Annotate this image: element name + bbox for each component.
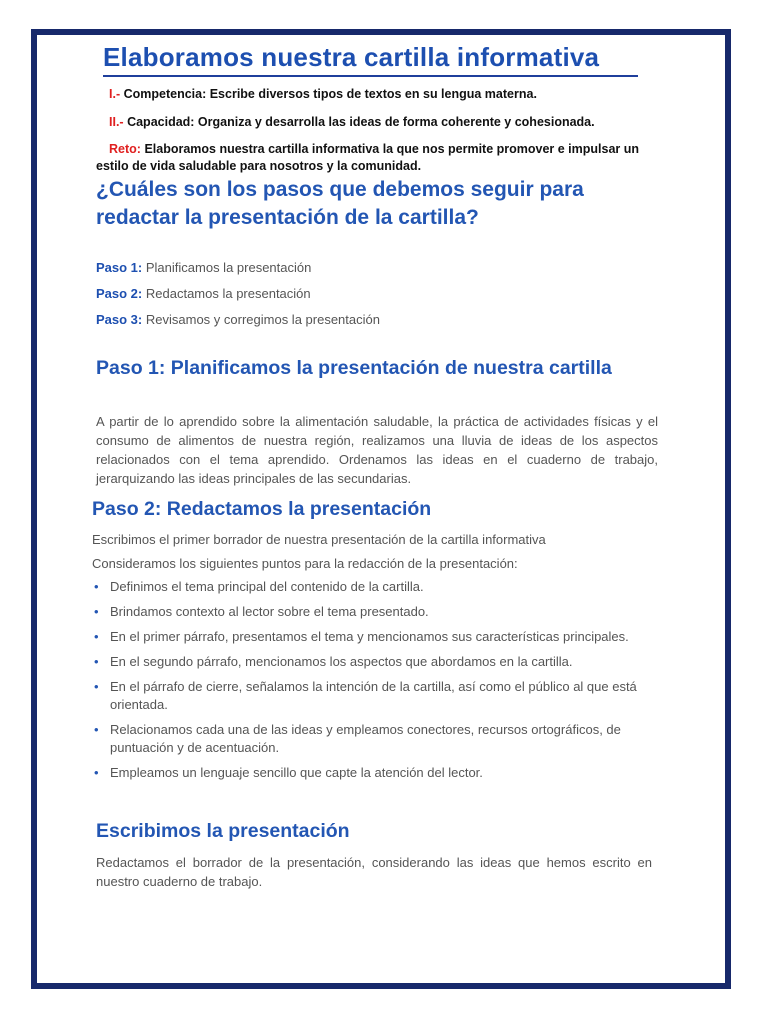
step-item-3 [96,311,380,337]
escribimos-heading: Escribimos la presentación [96,820,350,842]
list-item [92,603,652,621]
reto-line [96,141,656,175]
list-item-text: En el primer párrafo, presentamos el tema y mencionamos sus características principales. [110,629,629,644]
page-title: Elaboramos nuestra cartilla informativa [103,42,600,72]
step-label: Paso 3: [96,312,143,327]
list-item [92,678,652,714]
question-heading: ¿Cuáles son los pasos que debemos seguir para redactar la presentación de la cartilla? [96,178,584,229]
competencia-line [109,86,537,103]
competencia-text: Competencia: Escribe diversos tipos de textos en su lengua materna. [123,87,537,101]
step-item-1 [96,259,380,285]
capacidad-line [109,114,595,131]
reto-tag: Reto: [109,142,141,156]
step-item-2 [96,285,380,311]
paso1-heading: Paso 1: Planificamos la presentación de nuestra cartilla [96,357,612,379]
title-block [103,42,638,77]
paso2-intro-1: Escribimos el primer borrador de nuestra presentación de la cartilla informativa [92,532,546,547]
reto-text: Elaboramos nuestra cartilla informativa la que nos permite promover e impulsar un estilo de vida saludable para nosotros y la comunidad. [96,142,640,173]
bullet-icon: • [94,629,99,644]
step-text: Redactamos la presentación [145,286,311,301]
step-text: Planificamos la presentación [145,260,312,275]
list-item [92,578,652,596]
capacidad-text: Capacidad: Organiza y desarrolla las ideas de forma coherente y cohesionada. [127,115,595,129]
bullet-icon: • [94,679,99,694]
list-item-text: En el párrafo de cierre, señalamos la intención de la cartilla, así como el público al que está orientada. [110,679,637,712]
list-item-text: Definimos el tema principal del contenido de la cartilla. [110,579,424,594]
bullet-icon: • [94,722,99,737]
escribimos-paragraph: Redactamos el borrador de la presentación, considerando las ideas que hemos escrito en nuestro cuaderno de trabajo. [96,855,652,889]
competencia-tag: I.- [109,87,121,101]
paso2-intro-2: Consideramos los siguientes puntos para la redacción de la presentación: [92,556,518,571]
list-item-text: En el segundo párrafo, mencionamos los aspectos que abordamos en la cartilla. [110,654,573,669]
list-item [92,653,652,671]
redaccion-points-list [92,578,652,789]
step-label: Paso 2: [96,286,143,301]
list-item-text: Relacionamos cada una de las ideas y empleamos conectores, recursos ortográficos, de puntuación y de acentuación. [110,722,621,755]
paso1-paragraph: A partir de lo aprendido sobre la alimentación saludable, la práctica de actividades físicas y el consumo de alimentos de nuestra región, realizamos una lluvia de ideas de los aspectos relacionados con el tema aprendido. Ordenamos las ideas en el cuaderno de trabajo, jerarquizando las ideas principales de las secundarias. [96,414,658,486]
step-label: Paso 1: [96,260,143,275]
bullet-icon: • [94,604,99,619]
list-item [92,764,652,782]
list-item [92,628,652,646]
step-text: Revisamos y corregimos la presentación [145,312,380,327]
steps-list [96,259,380,337]
list-item [92,721,652,757]
bullet-icon: • [94,579,99,594]
list-item-text: Brindamos contexto al lector sobre el tema presentado. [110,604,429,619]
bullet-icon: • [94,654,99,669]
capacidad-tag: II.- [109,115,124,129]
list-item-text: Empleamos un lenguaje sencillo que capte la atención del lector. [110,765,483,780]
bullet-icon: • [94,765,99,780]
paso2-heading: Paso 2: Redactamos la presentación [92,498,432,520]
